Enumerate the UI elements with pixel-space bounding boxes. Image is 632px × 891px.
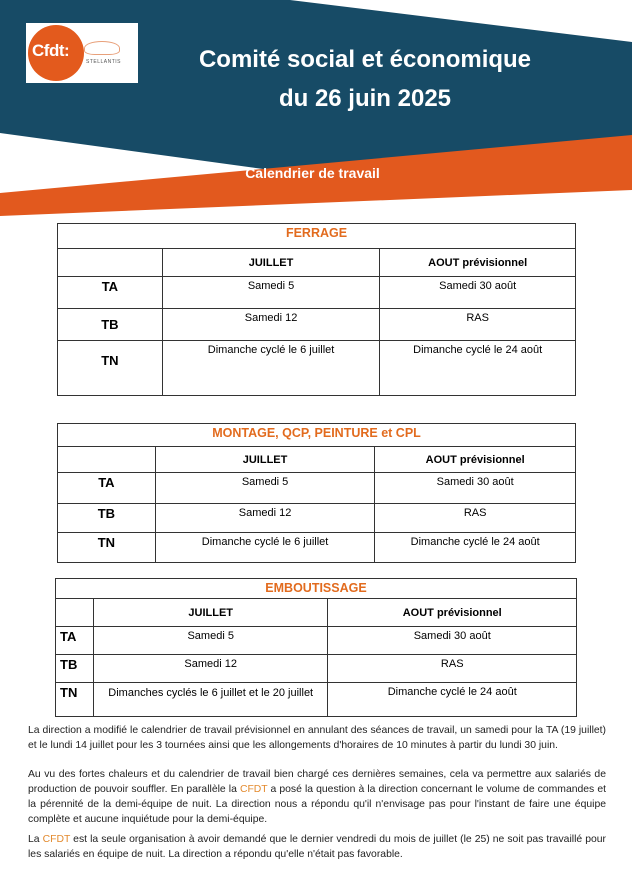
header-cell <box>56 599 94 627</box>
cell: RAS <box>380 309 576 341</box>
cell: Dimanche cyclé le 6 juillet <box>155 533 375 563</box>
cell: Samedi 30 août <box>380 277 576 309</box>
text: est la seule organisation à avoir demandé que le dernier vendredi du mois de juillet (le 25) ne soit pas travaillé pour les salariés en équipe de nuit. La direction a répondu qu'elle n'était pas favorable. <box>28 834 606 860</box>
table-row <box>58 341 576 396</box>
cell: Dimanches cyclés le 6 juillet et le 20 juillet <box>93 683 328 717</box>
row-label: TN <box>56 683 94 717</box>
paragraph-1: La direction a modifié le calendrier de travail prévisionnel en annulant des séances de travail, un samedi pour la TA (19 juillet) et le lundi 14 juillet pour les 3 tournées ainsi que les allongements d'horaires de 10 minutes à partir du lundi 30 juin. <box>28 725 606 751</box>
table-ferrage <box>57 223 576 396</box>
row-label: TA <box>58 473 156 504</box>
table-row <box>56 627 577 655</box>
table-row <box>58 533 576 563</box>
cell: RAS <box>375 504 576 533</box>
cfdt-highlight: CFDT <box>42 834 71 845</box>
cell: Samedi 12 <box>162 309 380 341</box>
text: a posé la question à la direction concernant le volume de commandes et la pérennité de la demi-équipe de nuit. La direction nous a répondu qu'il n'envisage pas pour l'instant de faire une équipe complète et aucune inquiétude pour la demi-équipe. <box>28 784 606 825</box>
text: Au vu des fortes chaleurs et du calendrier de travail bien chargé ces dernières semaines, cela va permettre aux salariés de production de pouvoir souffler. En parallèle la <box>28 769 606 795</box>
cell: Dimanche cyclé le 24 août <box>380 341 576 396</box>
row-label: TA <box>56 627 94 655</box>
table-row <box>56 655 577 683</box>
paragraph-3 <box>28 832 606 862</box>
row-label: TN <box>58 533 156 563</box>
header-cell: JUILLET <box>155 447 375 473</box>
table-row <box>58 473 576 504</box>
page-title-date: du 26 juin 2025 <box>278 85 452 112</box>
cell: Samedi 12 <box>155 504 375 533</box>
table-row <box>56 683 577 717</box>
table-emboutissage <box>55 578 577 717</box>
header-cell: JUILLET <box>162 249 380 277</box>
cell: Samedi 5 <box>162 277 380 309</box>
table-title: FERRAGE <box>58 224 576 249</box>
header-cell <box>58 249 163 277</box>
cell: RAS <box>328 655 577 683</box>
cell: Dimanche cyclé le 24 août <box>375 533 576 563</box>
header-cell: AOUT prévisionnel <box>380 249 576 277</box>
row-label: TB <box>58 504 156 533</box>
row-label: TB <box>56 655 94 683</box>
cell: Samedi 30 août <box>375 473 576 504</box>
cell: Samedi 5 <box>93 627 328 655</box>
section-title: Calendrier de travail <box>245 165 380 181</box>
table-row <box>58 504 576 533</box>
cell: Dimanche cyclé le 6 juillet <box>162 341 380 396</box>
text: La <box>28 834 43 845</box>
row-label: TB <box>58 309 163 341</box>
header-cell: AOUT prévisionnel <box>328 599 577 627</box>
page-title: Comité social et économique <box>198 46 532 73</box>
table-montage <box>57 423 576 563</box>
cell: Samedi 5 <box>155 473 375 504</box>
header-cell <box>58 447 156 473</box>
cell: Dimanche cyclé le 24 août <box>328 683 577 717</box>
cell: Samedi 30 août <box>328 627 577 655</box>
header-cell: AOUT prévisionnel <box>375 447 576 473</box>
logo-sub: STELLANTIS <box>86 59 122 65</box>
row-label: TA <box>58 277 163 309</box>
cell: Samedi 12 <box>93 655 328 683</box>
table-title: MONTAGE, QCP, PEINTURE et CPL <box>58 424 576 447</box>
logo-text: Cfdt: <box>32 41 70 60</box>
table-row <box>58 277 576 309</box>
table-row <box>58 309 576 341</box>
row-label: TN <box>58 341 163 396</box>
paragraph-2 <box>28 767 606 827</box>
car-icon <box>84 41 120 55</box>
cfdt-stellantis-logo <box>26 23 138 83</box>
table-title: EMBOUTISSAGE <box>56 579 577 599</box>
cfdt-highlight: CFDT <box>239 784 268 795</box>
header-cell: JUILLET <box>93 599 328 627</box>
